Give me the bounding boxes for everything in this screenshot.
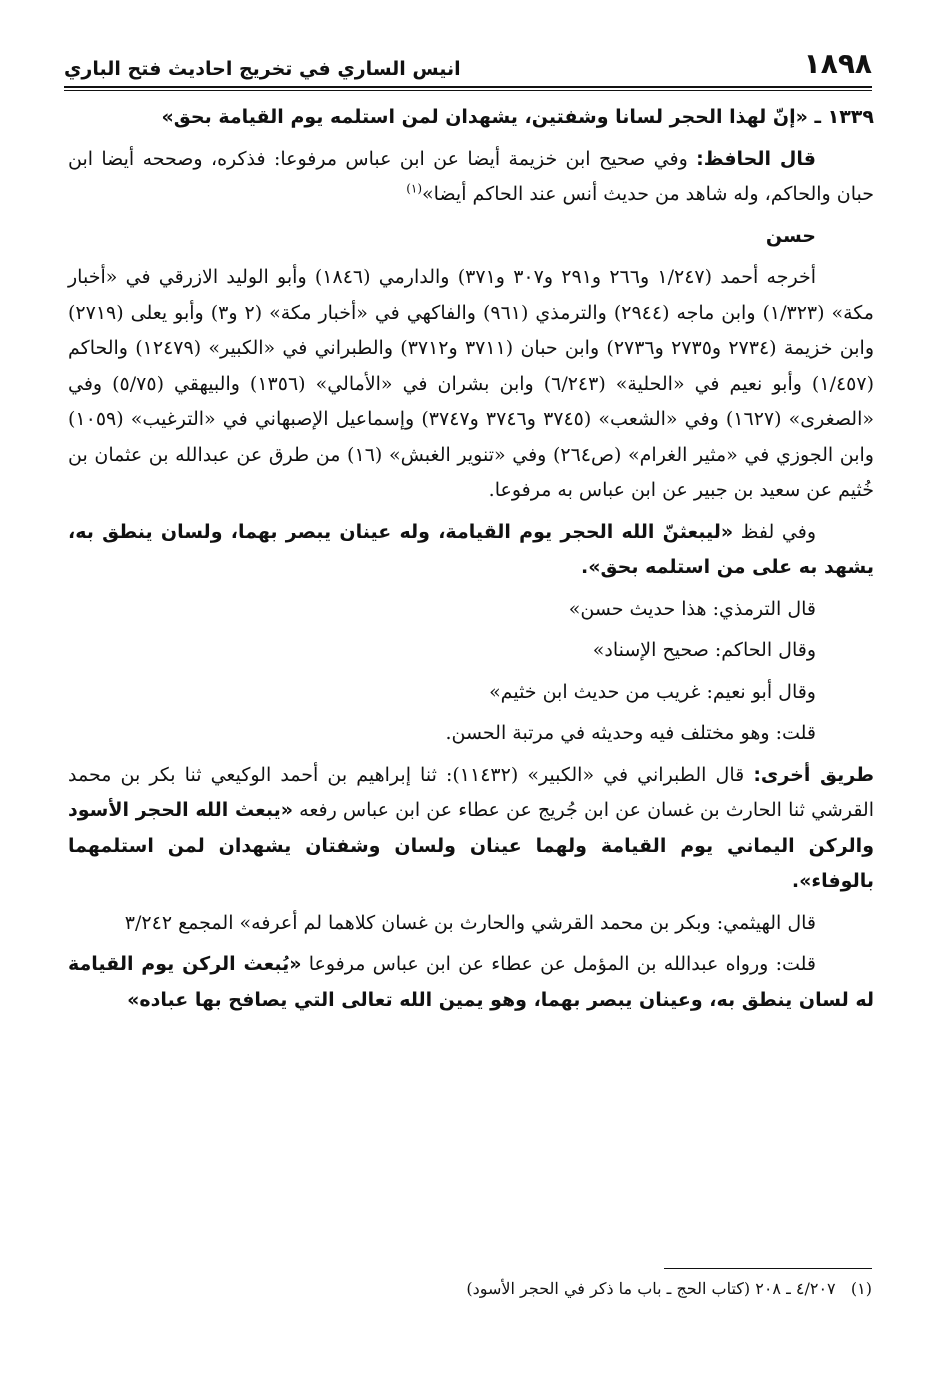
tirmidhi-verdict: قال الترمذي: هذا حديث حسن» — [568, 597, 816, 620]
header-rule — [64, 86, 872, 88]
qultu-note-2 — [68, 947, 874, 1018]
tariq-text: قال الطبراني في «الكبير» (١١٤٣٢): ثنا إبراهيم بن أحمد الوكيعي ثنا بكر بن محمد القرشي ثنا الحارث بن غسان عن ابن جُريج عن عطاء عن ابن عباس رفعه — [68, 763, 874, 821]
footnote-rule — [664, 1268, 872, 1269]
hafiz-label: قال الحافظ: — [696, 147, 816, 170]
lafz-paragraph — [68, 515, 874, 586]
header-rule-thin — [64, 90, 872, 91]
hafiz-paragraph — [68, 142, 874, 213]
hafiz-text: وفي صحيح ابن خزيمة أيضا عن ابن عباس مرفوعا: فذكره، وصححه أيضا ابن حبان والحاكم، وله شاهد من حديث أنس عند الحاكم أيضا» — [68, 147, 874, 205]
page-number: ١٨٩٨ — [803, 47, 872, 80]
lafz-text: «ليبعثنّ الله الحجر يوم القيامة، وله عينان يبصر بهما، ولسان ينطق به، يشهد به على من استلمه بحق». — [68, 520, 874, 578]
footnote-marker: (١) — [850, 1279, 872, 1298]
tariq-matn: «يبعث الله الحجر الأسود والركن اليماني يوم القيامة ولهما عينان ولسان وشفتان يشهدان لمن استلمهما بالوفاء». — [68, 799, 874, 892]
qultu-2-text: قلت: ورواه عبدالله بن المؤمل عن عطاء عن ابن عباس مرفوعا — [308, 953, 816, 975]
hadith-heading: ١٣٣٩ ـ «إنّ لهذا الحجر لسانا وشفتين، يشهدان لمن استلمه يوم القيامة بحق» — [161, 106, 874, 128]
hakim-verdict: وقال الحاكم: صحيح الإسناد» — [592, 639, 816, 661]
tariq-label: طريق أخرى: — [753, 763, 874, 786]
abu-nuaym-verdict: وقال أبو نعيم: غريب من حديث ابن خثيم» — [489, 680, 816, 703]
grade: حسن — [765, 224, 816, 247]
takhrij-paragraph: أخرجه أحمد (١/٢٤٧ و٢٦٦ و٢٩١ و٣٠٧ و٣٧١) والدارمي (١٨٤٦) وأبو الوليد الازرقي في «أخبار مكة» (١/٣٢٣) وابن ماجه (٢٩٤٤) والترمذي (٩٦١) والفاكهي في «أخبار مكة» (٢ و٣) وأبو يعلى (٢٧١٩) وابن خزيمة (٢٧٣٤ و٢٧٣٥ و٢٧٣٦) وابن حبان (٣٧١١ و٣٧١٢) والطبراني في «الكبير» (١٢٤٧٩) والحاكم (١/٤٥٧) وأبو نعيم في «الحلية» (٦/٢٤٣) وابن بشران في «الأمالي» (١٣٥٦) والبيهقي (٥/٧٥) وفي «الصغرى» (١٦٢٧) وفي «الشعب» (٣٧٤٥ و٣٧٤٦ و٣٧٤٧) وإسماعيل الإصبهاني في «الترغيب» (١٠٥٩) وابن الجوزي في «مثير الغرام» (ص٢٦٤) وفي «تنوير الغبش» (١٦) من طرق عن عبدالله بن عثمان بن خُثيم عن سعيد بن جبير عن ابن عباس به مرفوعا. — [68, 266, 875, 501]
qultu-2-matn: «يُبعث الركن يوم القيامة له لسان ينطق به، وعينان يبصر بهما، وهو يمين الله تعالى التي يصافح بها عباده» — [68, 953, 874, 1011]
haythami-verdict: قال الهيثمي: وبكر بن محمد القرشي والحارث بن غسان كلاهما لم أعرفه» المجمع ٣/٢٤٢ — [124, 911, 816, 934]
main-text — [68, 100, 874, 1024]
qultu-note-1: قلت: وهو مختلف فيه وحديثه في مرتبة الحسن. — [445, 722, 816, 744]
tariq-paragraph — [68, 758, 874, 900]
footnote-text: ٤/٢٠٧ ـ ٢٠٨ (كتاب الحج ـ باب ما ذكر في الحجر الأسود) — [466, 1279, 836, 1298]
footnote-ref: (١) — [406, 181, 423, 196]
footnote — [68, 1276, 872, 1302]
running-title: انيس الساري في تخريج احاديث فتح الباري — [64, 58, 461, 80]
page-header — [64, 38, 872, 88]
lafz-intro: وفي لفظ — [740, 520, 816, 543]
